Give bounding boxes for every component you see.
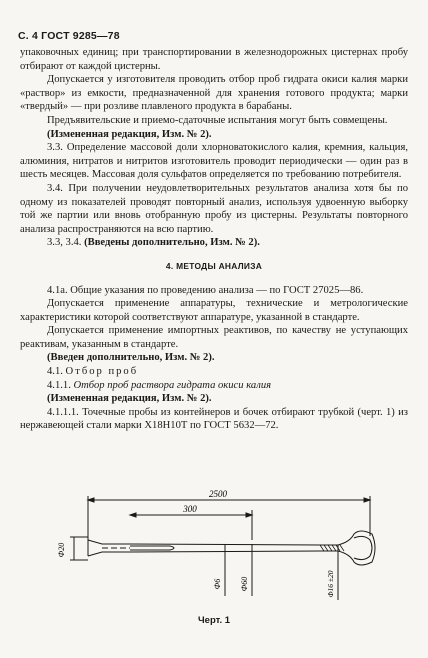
amendment-note-4: (Измененная редакция, Изм. № 2). (47, 393, 212, 405)
paragraph-3-4: 3.4. При получении неудовлетворительных результатов анализа хотя бы по одному из показателей проводят повторный анализ, используя удвоенную выборку той же партии или вновь отобранную пробу из цистерны. Результаты повторного анализа распространяются на всю партию. (20, 182, 408, 235)
dim-total-label: 2500 (209, 489, 227, 499)
subsection-4-1 (20, 365, 408, 379)
tube-slot (130, 546, 174, 550)
paragraph-p3: Предъявительские и приемо-сдаточные испытания могут быть совмещены. (47, 114, 388, 126)
body-text (20, 46, 408, 433)
arrow-left-icon (88, 498, 94, 502)
arrow-right-icon (364, 498, 370, 502)
tube-bottom-edge (88, 551, 338, 556)
paragraph-3-3: 3.3. Определение массовой доли хлорноватокислого калия, кремния, кальция, алюминия, нитратов и нитритов изготовитель проводит периодически — один раз в шесть месяцев. Массовая доля сульфатов определяется по требованию потребителя. (20, 142, 408, 181)
dia-inner-label: Ф6 (213, 578, 222, 590)
arrow-part-left-icon (130, 513, 136, 517)
paragraph-4-1-1-1: 4.1.1.1. Точечные пробы из контейнеров и бочек отбирают трубкой (черт. 1) из нержавеющей стали марки Х18Н10Т по ГОСТ 5632—72. (20, 406, 408, 432)
handle-inner (354, 536, 372, 559)
subsection-4-1-1-title: Отбор проб раствора гидрата окиси калия (73, 379, 272, 391)
paragraph-p9: Допускается применение аппаратуры, технические и метрологические характеристики которой соответствуют аппаратуре, указанной в стандарте. (20, 298, 408, 323)
tube-hatch (320, 545, 344, 551)
arrow-part-right-icon (246, 513, 252, 517)
amendment-note-3: (Введен дополнительно, Изм. № 2). (47, 352, 215, 364)
dia-right-label: Ф16 ±20 (326, 570, 335, 598)
page-header: С. 4 ГОСТ 9285—78 (18, 30, 120, 42)
subsection-4-1-number: 4.1. (47, 366, 63, 378)
paragraph-p2: Допускается у изготовителя проводить отбор проб гидрата окиси калия марки «раствор» из емкости, предназначенной для хранения готового продукта; марки «твердый» — при розливе плавленого продукта в барабаны. (20, 74, 408, 113)
amendment-note-2 (20, 236, 408, 250)
tube-top-edge (88, 540, 338, 545)
paragraph-4-1a: 4.1а. Общие указания по проведению анализа — по ГОСТ 27025—86. (47, 284, 364, 296)
subsection-4-1-1-number: 4.1.1. (47, 379, 71, 391)
paragraph-p10: Допускается применение импортных реактивов, по качеству не уступающих реактивам, указанным в стандарте. (20, 325, 408, 350)
subsection-4-1-title: Отбор проб (65, 366, 139, 378)
dia-left-label: Ф20 (57, 542, 66, 558)
amendment-note-1: (Измененная редакция, Изм. № 2). (47, 128, 212, 140)
paragraph-p1: упаковочных единиц; при транспортировании в железнодорожных цистернах пробу отбирают от каждой цистерны. (20, 47, 408, 72)
section-title: 4. МЕТОДЫ АНАЛИЗА (165, 260, 263, 271)
figure-caption: Черт. 1 (197, 615, 231, 626)
dia-mid-label: Ф60 (240, 576, 249, 592)
amendment-note-2-prefix: 3.3, 3.4. (47, 237, 82, 249)
tube-handle (338, 531, 375, 565)
dim-part-label: 300 (183, 504, 197, 514)
amendment-note-2-text: (Введены дополнительно, Изм. № 2). (84, 237, 260, 249)
subsection-4-1-1 (20, 379, 408, 393)
